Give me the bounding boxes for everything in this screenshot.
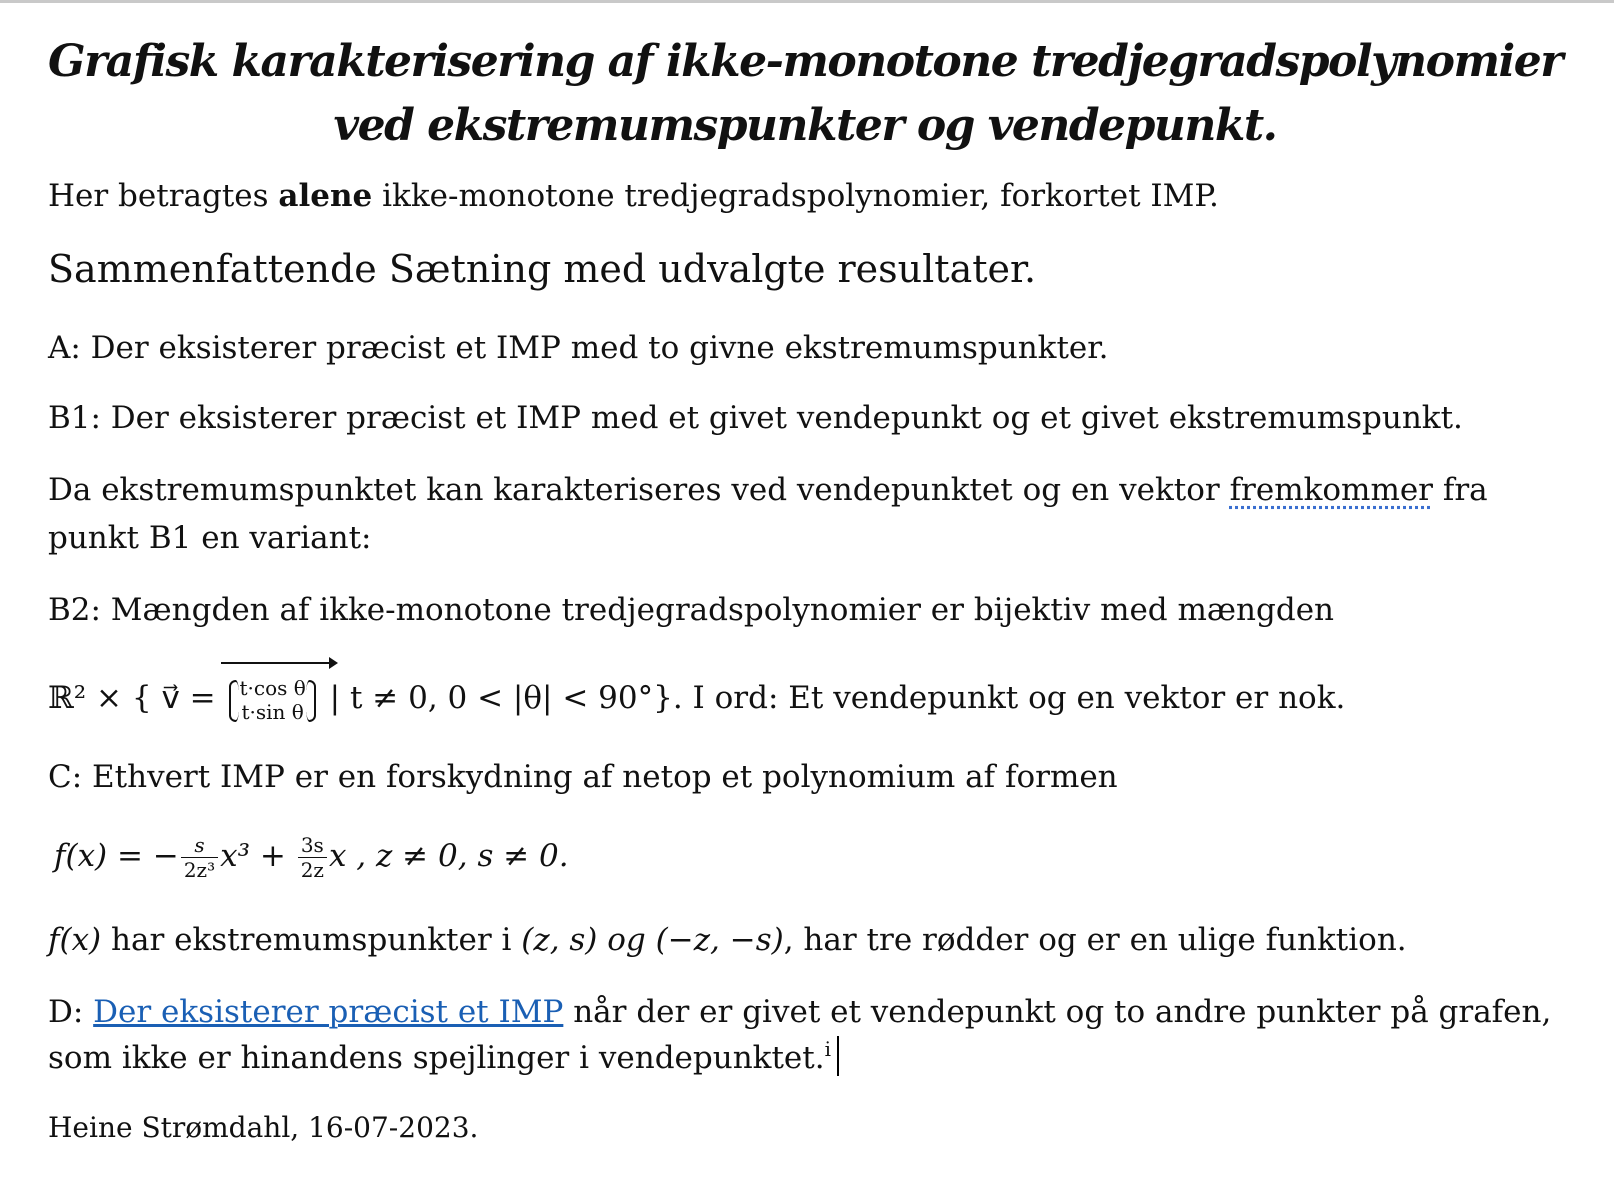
document-title: Grafisk karakterisering af ikke-monotone tredjegradspolynomier ved ekstremumspunkter og vendepunkt. [48,36,1562,151]
b2-formula-prefix: ℝ² × { v⃗ = [48,680,226,716]
fraction2-denominator: 2z [300,858,324,882]
section-heading: Sammenfattende Sætning med udvalgte resultater. [48,247,1037,291]
intro-paragraph [48,172,1588,220]
fraction2-numerator: 3s [298,833,327,858]
vector-bottom-entry: t·sin θ [241,699,304,724]
b2-formula-text: I ord: Et vendepunkt og en vektor er nok. [682,680,1346,716]
da-text-after: fra [1433,472,1488,508]
vector-arrow-icon [221,662,335,664]
intro-text-after: ikke-monotone tredjegradspolynomier, forkortet IMP. [372,178,1219,214]
vector-top-entry: t·cos θ [239,675,306,700]
da-paragraph [48,466,1588,514]
text-cursor [837,1036,839,1076]
item-d-after: når der er givet et vendepunkt og to andre punkter på grafen, [563,994,1552,1030]
item-d-line2-text: som ikke er hinandens spejlinger i vendepunktet. [48,1040,825,1076]
fx-math: f(x) [48,922,102,958]
item-d-prefix: D: [48,994,94,1030]
endnote-reference[interactable]: i [824,1037,831,1061]
spellcheck-underlined-word[interactable]: fremkommer [1229,472,1433,508]
intro-bold-word: alene [278,178,373,214]
fx-text2: , har tre rødder og er en ulige funktion. [783,922,1407,958]
theorem-item-b2: B2: Mængden af ikke-monotone tredjegradspolynomier er bijektiv med mængden [48,592,1335,628]
da-paragraph-line2: punkt B1 en variant: [48,520,372,556]
fraction-3s-over-2z [298,833,327,882]
theorem-item-d [48,988,1588,1036]
fraction1-denominator: 2z³ [183,858,216,882]
fx-text1: har ekstremumspunkter i [101,922,522,958]
vector-column [225,670,319,726]
theorem-item-c: C: Ethvert IMP er en forskydning af netop et polynomium af formen [48,759,1118,795]
item-d-hyperlink[interactable]: Der eksisterer præcist et IMP [93,994,564,1030]
extrema-math: (z, s) og (−z, −s) [521,922,784,958]
author-date-footer: Heine Strømdahl, 16-07-2023. [48,1111,479,1144]
c-formula-rhs: x , z ≠ 0, s ≠ 0. [328,838,569,874]
b2-formula-suffix: | t ≠ 0, 0 < |θ| < 90°}. [319,680,683,716]
c-formula-mid: x³ + [220,838,296,874]
c-formula [54,826,1594,886]
fraction1-numerator: s [181,833,218,858]
theorem-item-a: A: Der eksisterer præcist et IMP med to givne ekstremumspunkter. [48,330,1109,366]
fx-properties-line [48,916,1588,964]
c-formula-lhs: f(x) = − [54,838,179,874]
fraction-s-over-2z3 [181,833,218,882]
intro-text-before: Her betragtes [48,178,279,214]
b2-formula-line [48,670,1588,726]
theorem-item-d-line2 [48,1034,1588,1085]
da-text-before: Da ekstremumspunktet kan karakteriseres ved vendepunktet og en vektor [48,472,1230,508]
theorem-item-b1: B1: Der eksisterer præcist et IMP med et givet vendepunkt og et givet ekstremumspunkt. [48,400,1463,436]
window-top-border [0,0,1614,3]
